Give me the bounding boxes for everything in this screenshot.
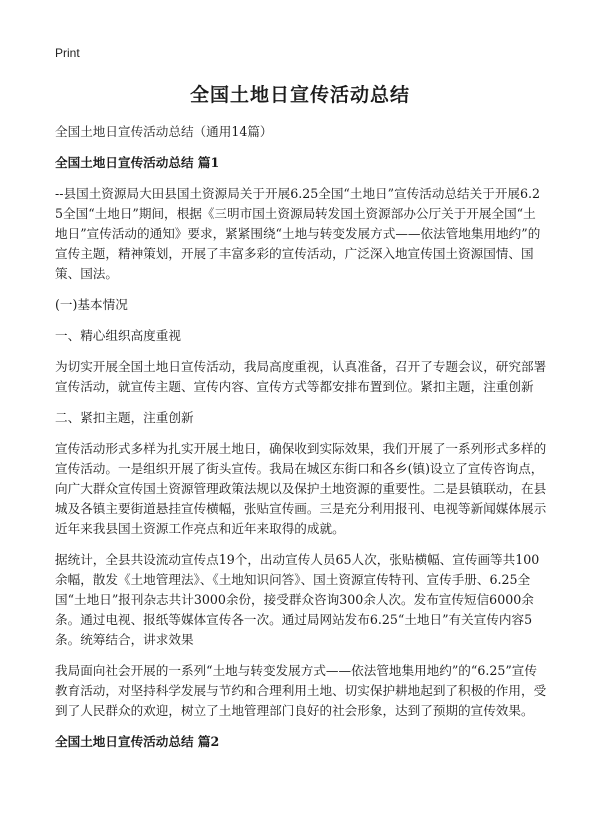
basic-situation-heading: (一)基本情况 xyxy=(55,297,128,312)
paragraph-statistics: 据统计，全县共设流动宣传点19个，出动宣传人员65人次，张贴横幅、宣传画等共100余幅，散发《土地管理法》、《土地知识问答》、国土资源宣传特刊、宣传手册、6.25全国“土地日”报刊杂志共计3000余份，接受群众咨询300余人次。发布宣传短信6000余条。通过电视、报纸等媒体宣传各一次。通过局网站发布6.25“土地日”有关宣传内容5条。统筹结合，讲求效果 xyxy=(55,552,540,647)
section-heading-1: 全国土地日宣传活动总结 篇1 xyxy=(55,155,220,170)
paragraph-activities: 宣传活动形式多样为扎实开展土地日，确保收到实际效果，我们开展了一系列形式多样的宣传活动。一是组织开展了街头宣传。我局在城区东街口和各乡(镇)设立了宣传咨询点，向广大群众宣传国土资源管理政策法规以及保护土地资源的重要性。二是县镇联动，在县城及各镇主要街道悬挂宣传横幅，张贴宣传画。三是充分利用报刊、电视等新闻媒体展示近年来我县国土资源工作亮点和近年来取得的成就。 xyxy=(55,441,547,536)
paragraph-intro: --县国土资源局大田县国土资源局关于开展6.25全国“土地日”宣传活动总结关于开展6.25全国“土地日”期间，根据《三明市国土资源局转发国土资源部办公厅关于开展全国“土地日”宣传活动的通知》要求，紧紧围绕“土地与转变发展方式——依法管地集用地约”的宣传主题，精神策划，开展了丰富多彩的宣传活动，广泛深入地宣传国土资源国情、国策、国法。 xyxy=(55,186,541,281)
print-link[interactable]: Print xyxy=(55,46,80,60)
document-body xyxy=(55,122,548,763)
paragraph-effect: 我局面向社会开展的一系列“土地与转变发展方式——依法管地集用地约”的“6.25”宣传教育活动，对坚持科学发展与节约和合理利用土地、切实保护耕地起到了积极的作用，受到了人民群众的欢迎，树立了土地管理部门良好的社会形象，达到了预期的宣传效果。 xyxy=(55,663,547,718)
point-heading-1: 一、精心组织高度重视 xyxy=(55,328,181,343)
section-heading-2: 全国土地日宣传活动总结 篇2 xyxy=(55,734,220,749)
document-subtitle: 全国土地日宣传活动总结（通用14篇） xyxy=(55,124,273,139)
paragraph-organization: 为切实开展全国土地日宣传活动，我局高度重视，认真准备，召开了专题会议，研究部署宣传活动，就宣传主题、宣传内容、宣传方式等都安排布置到位。紧扣主题，注重创新 xyxy=(55,359,547,394)
point-heading-2: 二、紧扣主题，注重创新 xyxy=(55,410,194,425)
page-title: 全国土地日宣传活动总结 xyxy=(189,84,410,106)
